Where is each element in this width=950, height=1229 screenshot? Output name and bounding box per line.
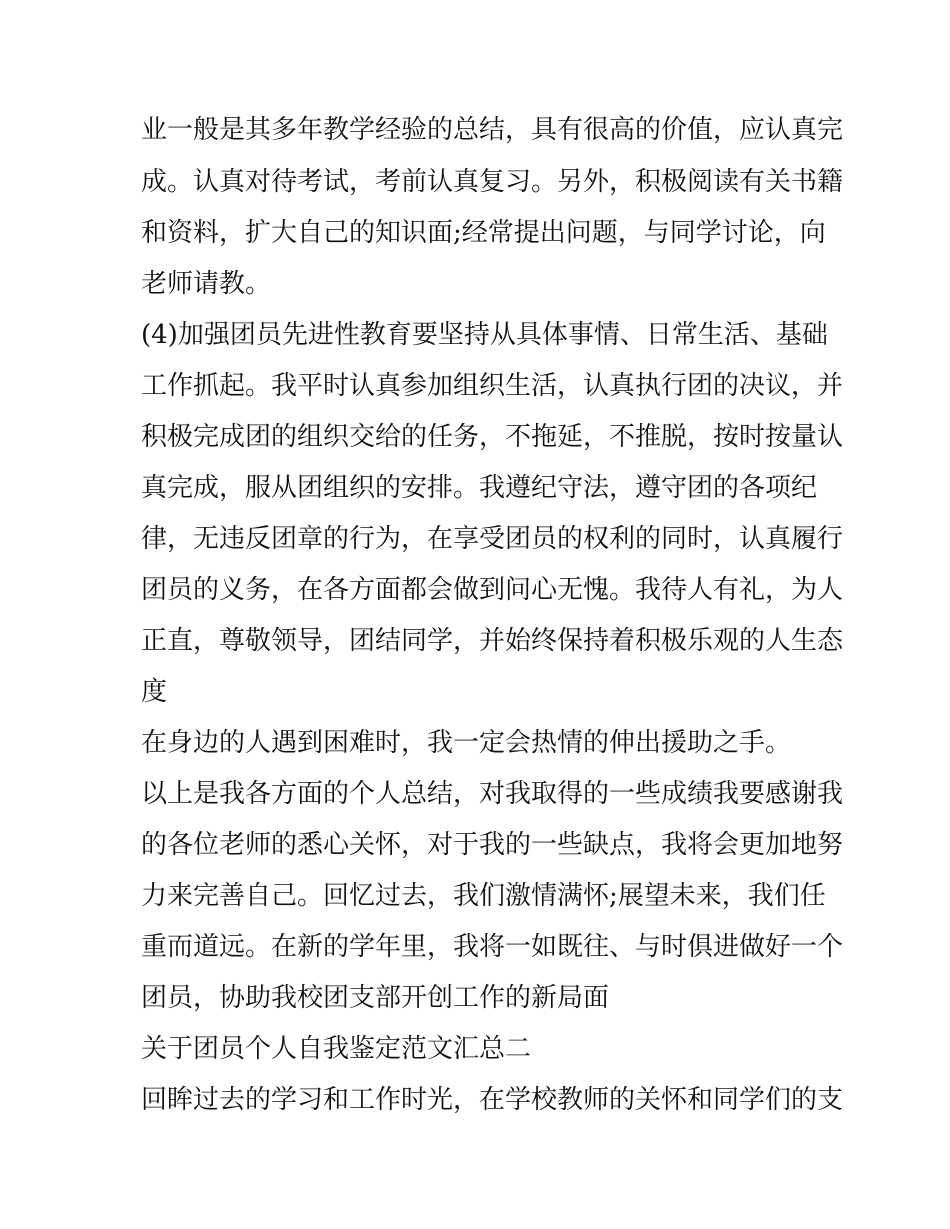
text-line: 团员的义务，在各方面都会做到问心无愧。我待人有礼，为人 bbox=[141, 575, 844, 605]
text-line: 成。认真对待考试，考前认真复习。另外，积极阅读有关书籍 bbox=[141, 167, 844, 197]
text-line: 力来完善自己。回忆过去，我们激情满怀;展望未来，我们任 bbox=[141, 881, 826, 911]
section-heading: 关于团员个人自我鉴定范文汇总二 bbox=[141, 1034, 532, 1064]
text-line: 重而道远。在新的学年里，我将一如既往、与时俱进做好一个 bbox=[141, 932, 844, 962]
text-line: 真完成，服从团组织的安排。我遵纪守法，遵守团的各项纪 bbox=[141, 473, 818, 503]
text-line: 积极完成团的组织交给的任务，不拖延，不推脱，按时按量认 bbox=[141, 422, 844, 452]
text-line: 工作抓起。我平时认真参加组织生活，认真执行团的决议，并 bbox=[141, 371, 844, 401]
text-line: 律，无违反团章的行为，在享受团员的权利的同时，认真履行 bbox=[141, 524, 844, 554]
text-line: 和资料，扩大自己的知识面;经常提出问题，与同学讨论，向 bbox=[141, 218, 826, 248]
text-line: 团员，协助我校团支部开创工作的新局面 bbox=[141, 983, 610, 1013]
text-line: 正直，尊敬领导，团结同学，并始终保持着积极乐观的人生态 bbox=[141, 626, 844, 656]
text-line: 度 bbox=[141, 677, 168, 707]
text-line: (4)加强团员先进性教育要坚持从具体事情、日常生活、基础 bbox=[141, 320, 828, 350]
text-line: 在身边的人遇到困难时，我一定会热情的伸出援助之手。 bbox=[141, 728, 792, 758]
text-line: 以上是我各方面的个人总结，对我取得的一些成绩我要感谢我 bbox=[141, 779, 844, 809]
text-line: 老师请教。 bbox=[141, 269, 272, 299]
text-line: 业一般是其多年教学经验的总结，具有很高的价值，应认真完 bbox=[141, 115, 844, 145]
text-line: 回眸过去的学习和工作时光，在学校教师的关怀和同学们的支 bbox=[141, 1085, 844, 1115]
text-line: 的各位老师的悉心关怀，对于我的一些缺点，我将会更加地努 bbox=[141, 830, 844, 860]
